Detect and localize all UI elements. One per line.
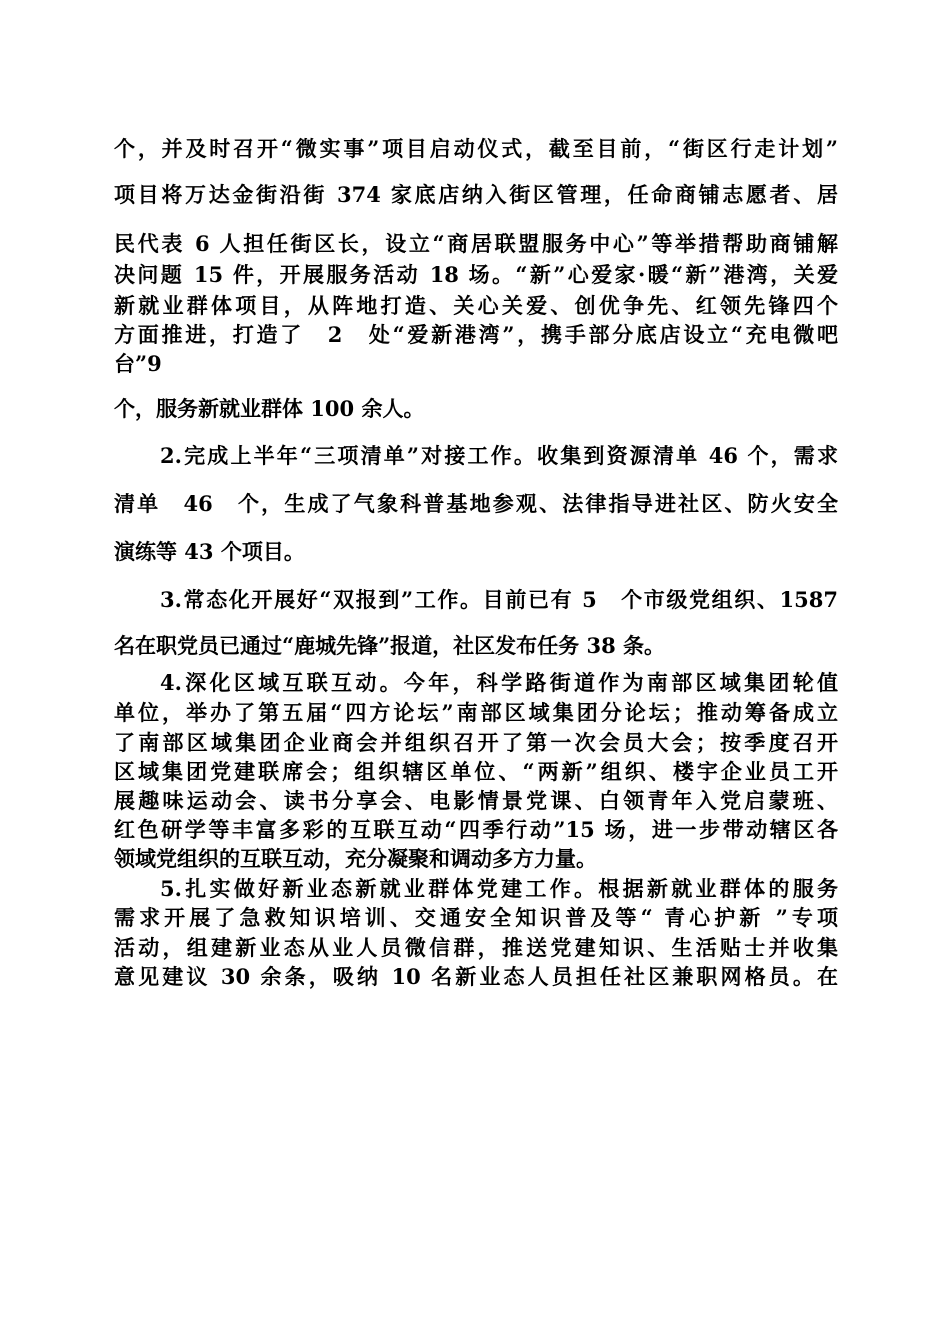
text-line: 活动，组建新业态从业人员微信群，推送党建知识、生活贴士并收集 <box>114 935 838 960</box>
text-line: 新就业群体项目，从阵地打造、关心关爱、创优争先、红领先锋四个 <box>114 293 838 318</box>
text-line: 单位，举办了第五届“四方论坛”南部区域集团分论坛；推动筹备成立 <box>114 700 838 725</box>
text-line: 台”9 <box>114 351 162 376</box>
text-line: 清单 46 个，生成了气象科普基地参观、法律指导进社区、防火安全 <box>114 491 838 516</box>
text-line: 需求开展了急救知识培训、交通安全知识普及等“ 青心护新 ”专项 <box>114 905 838 930</box>
text-line: 个，服务新就业群体 100 余人。 <box>114 396 425 421</box>
text-line: 展趣味运动会、读书分享会、电影情景党课、白领青年入党启蒙班、 <box>114 788 838 813</box>
text-line: 个，并及时召开“微实事”项目启动仪式，截至目前，“街区行走计划” <box>114 136 838 161</box>
paragraph-3-start: 3.常态化开展好“双报到”工作。目前已有 5 个市级党组织、1587 <box>160 587 838 612</box>
text-line: 决问题 15 件，开展服务活动 18 场。“新”心爱家·暖“新”港湾，关爱 <box>114 262 838 287</box>
paragraph-5-start: 5.扎实做好新业态新就业群体党建工作。根据新就业群体的服务 <box>160 876 838 901</box>
text-line: 了南部区域集团企业商会并组织召开了第一次会员大会；按季度召开 <box>114 730 838 755</box>
text-line: 红色研学等丰富多彩的互联互动“四季行动”15 场，进一步带动辖区各 <box>114 817 838 842</box>
text-line: 领域党组织的互联互动，充分凝聚和调动多方力量。 <box>114 846 597 871</box>
text-line: 名在职党员已通过“鹿城先锋”报道，社区发布任务 38 条。 <box>114 633 666 658</box>
text-line: 区域集团党建联席会；组织辖区单位、“两新”组织、楼宇企业员工开 <box>114 759 838 784</box>
text-line: 民代表 6 人担任街区长，设立“商居联盟服务中心”等举措帮助商铺解 <box>114 231 838 256</box>
paragraph-2-start: 2.完成上半年“三项清单”对接工作。收集到资源清单 46 个，需求 <box>160 443 838 468</box>
text-line: 演练等 43 个项目。 <box>114 539 305 564</box>
text-line: 项目将万达金街沿街 374 家底店纳入街区管理，任命商铺志愿者、居 <box>114 182 838 207</box>
paragraph-4-start: 4.深化区域互联互动。今年，科学路街道作为南部区域集团轮值 <box>160 670 838 695</box>
text-line: 意见建议 30 余条，吸纳 10 名新业态人员担任社区兼职网格员。在 <box>114 964 838 989</box>
text-line: 方面推进，打造了 2 处“爱新港湾”，携手部分底店设立“充电微吧 <box>114 322 838 347</box>
